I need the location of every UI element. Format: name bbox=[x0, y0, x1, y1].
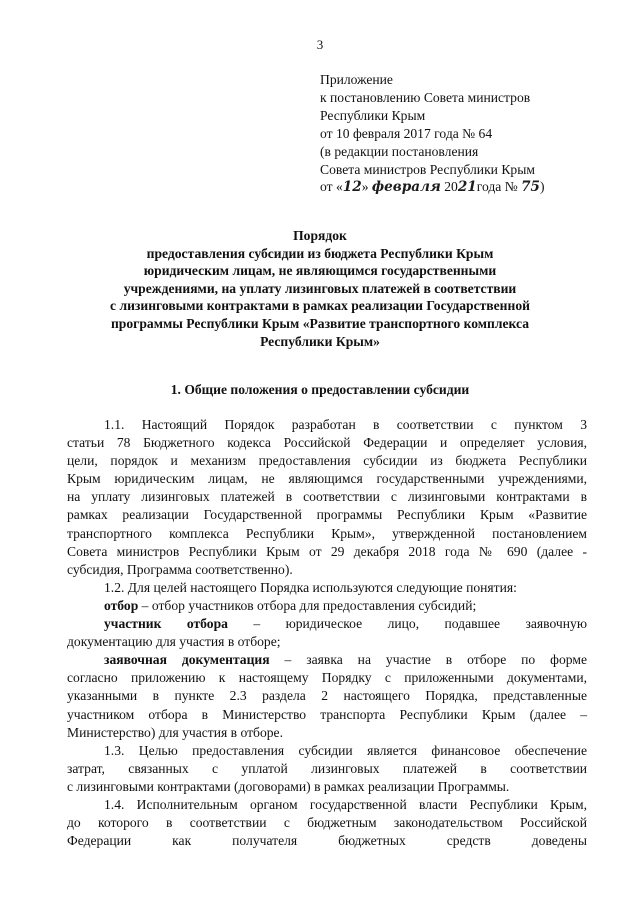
paragraph-line: участником отбора в Министерство транспорта Республики Крым (далее – bbox=[67, 706, 587, 722]
paragraph-line: 1.4. Исполнительным органом государственной власти Республики Крым, bbox=[104, 796, 587, 812]
appendix-date-line bbox=[320, 178, 620, 197]
definition-line bbox=[67, 651, 587, 669]
appendix-block bbox=[320, 71, 620, 197]
definition-term: отбор bbox=[104, 597, 139, 613]
definition-line bbox=[67, 597, 587, 615]
paragraph-line: статьи 78 Бюджетного кодекса Российской Федерации и определяет условия, bbox=[67, 435, 587, 451]
date-sep: года № bbox=[476, 179, 522, 195]
definition-text: – отбор участников отбора для предоставления субсидий; bbox=[138, 597, 477, 613]
paragraph-line: указанными в пункте 2.3 раздела 2 настоящего Порядка, представленные bbox=[67, 688, 587, 704]
definition-term: участник отбора bbox=[104, 616, 228, 632]
definition-text: – заявка на участие в отборе по форме bbox=[269, 652, 587, 668]
title-line: с лизинговыми контрактами в рамках реализации Государственной bbox=[110, 298, 530, 314]
paragraph-line: рамках реализации Государственной программы Республики Крым «Развитие bbox=[67, 507, 587, 523]
handwritten-day: 12 bbox=[342, 179, 362, 196]
paragraph-line: на уплату лизинговых платежей в соответствии с лизинговыми контрактами в bbox=[67, 489, 587, 505]
appendix-line: Республики Крым bbox=[320, 107, 426, 123]
paragraph-line: документацию для участия в отборе; bbox=[67, 634, 281, 650]
paragraph-line: 1.1. Настоящий Порядок разработан в соответствии с пунктом 3 bbox=[104, 417, 587, 432]
paragraph-line: 1.3. Целью предоставления субсидии является финансовое обеспечение bbox=[104, 742, 587, 758]
appendix-line: Приложение bbox=[320, 72, 393, 87]
paragraph-line: цели, порядок и механизм предоставления субсидии из бюджета Республики bbox=[67, 453, 587, 469]
date-prefix: от « bbox=[320, 179, 343, 195]
date-sep: » bbox=[361, 179, 372, 195]
title-line: программы Республики Крым «Развитие транспортного комплекса bbox=[110, 315, 530, 331]
appendix-line: от 10 февраля 2017 года № 64 bbox=[320, 125, 493, 141]
paragraph-line: субсидия, Программа соответственно). bbox=[67, 561, 293, 577]
title-line: Порядок bbox=[293, 228, 347, 243]
title-line: предоставления субсидии из бюджета Республики Крым bbox=[146, 245, 494, 261]
paragraph-line: 1.2. Для целей настоящего Порядка используются следующие понятия: bbox=[104, 579, 517, 595]
paragraph-line: Федерации как получателя бюджетных средств доведены bbox=[67, 833, 587, 849]
paragraph-line: затрат, связанных с уплатой лизинговых платежей в соответствии bbox=[67, 760, 587, 776]
title-line: учреждениями, на уплату лизинговых платежей в соответствии bbox=[123, 280, 517, 296]
definition-term: заявочная документация bbox=[104, 652, 270, 668]
handwritten-month: февраля bbox=[371, 179, 441, 196]
paragraph-line: Совета министров Республики Крым от 29 декабря 2018 года № 690 (далее - bbox=[67, 543, 587, 559]
body-text bbox=[67, 416, 587, 850]
paragraph-line: Министерство) для участия в отборе. bbox=[67, 724, 283, 740]
definition-text: – юридическое лицо, подавшее заявочную bbox=[227, 616, 587, 632]
appendix-line: Совета министров Республики Крым bbox=[320, 161, 535, 177]
handwritten-year: 21 bbox=[457, 179, 477, 196]
title-line: юридическим лицам, не являющимся государственными bbox=[143, 263, 497, 279]
paragraph-line: Крым юридическим лицам, не являющимся государственными учреждениями, bbox=[67, 471, 587, 487]
date-suffix: ) bbox=[540, 179, 545, 195]
section-heading: 1. Общие положения о предоставлении субсидии bbox=[170, 382, 470, 397]
paragraph-line: с лизинговыми контрактами (договорами) в рамках реализации Программы. bbox=[67, 778, 510, 794]
page-number: 3 bbox=[316, 37, 324, 52]
appendix-line: (в редакции постановления bbox=[320, 143, 479, 159]
definition-line bbox=[67, 615, 587, 633]
title-line: Республики Крым» bbox=[260, 333, 380, 349]
date-sep: 20 bbox=[440, 179, 458, 195]
appendix-line: к постановлению Совета министров bbox=[320, 89, 531, 105]
document-title bbox=[60, 227, 580, 350]
paragraph-line: согласно приложению к настоящему Порядку с приложенными документами, bbox=[67, 670, 587, 686]
paragraph-line: до которого в соответствии с бюджетным законодательством Российской bbox=[67, 815, 587, 831]
handwritten-number: 75 bbox=[521, 179, 541, 196]
paragraph-line: транспортного комплекса Республики Крым», утвержденной постановлением bbox=[67, 525, 587, 541]
